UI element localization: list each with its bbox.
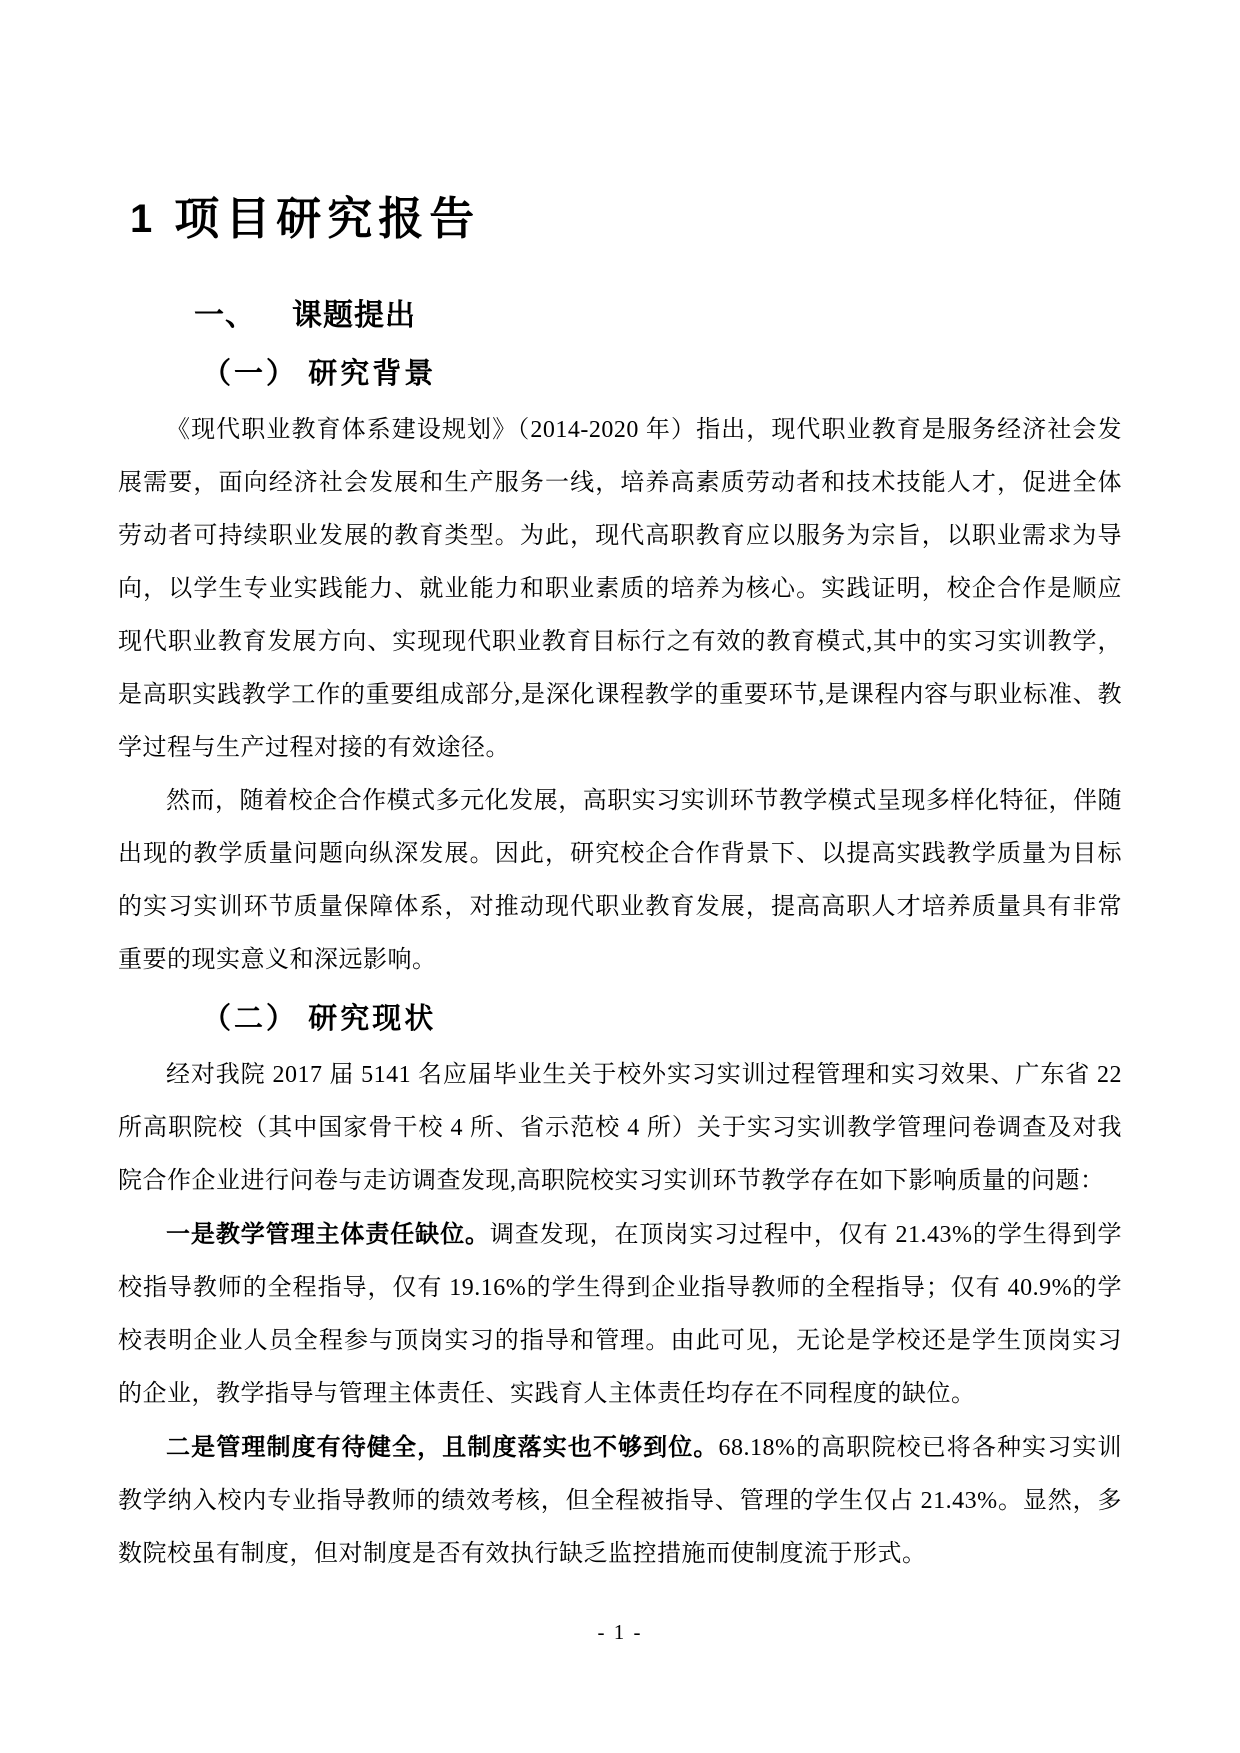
paragraph-background-2: 然而，随着校企合作模式多元化发展，高职实习实训环节教学模式呈现多样化特征，伴随出现的教学质量问题向纵深发展。因此，研究校企合作背景下、以提高实践教学质量为目标的实习实训环节质量保障体系，对推动现代职业教育发展，提高高职人才培养质量具有非常重要的现实意义和深远影响。: [118, 788, 1122, 973]
paragraph-problem-2-body: 68.18%的高职院校已将各种实习实训教学纳入校内专业指导教师的绩效考核，但全程被指导、管理的学生仅占 21.43%。显然，多数院校虽有制度，但对制度是否有效执行缺乏监控措施而使制度流于形式。: [118, 1435, 1122, 1567]
paragraph-problem-2-lead: 二是管理制度有待健全，且制度落实也不够到位。: [166, 1434, 719, 1461]
paragraph-problem-2: [118, 1421, 1122, 1581]
subsection-heading-research-status: （二） 研究现状: [202, 1003, 437, 1035]
section-heading: [194, 296, 1122, 336]
paragraph-problem-1-lead: 一是教学管理主体责任缺位。: [166, 1221, 490, 1248]
paragraph-status-intro: 经对我院 2017 届 5141 名应届毕业生关于校外实习实训过程管理和实习效果、广东省 22 所高职院校（其中国家骨干校 4 所、省示范校 4 所）关于实习实训教学管理问卷调查及对我院合作企业进行问卷与走访调查发现,高职院校实习实训环节教学存在如下影响质量的问题：: [118, 1062, 1122, 1194]
paragraph-problem-1: [118, 1208, 1122, 1421]
paragraph-background-1: 《现代职业教育体系建设规划》（2014-2020 年）指出，现代职业教育是服务经济社会发展需要，面向经济社会发展和生产服务一线，培养高素质劳动者和技术技能人才，促进全体劳动者可持续职业发展的教育类型。为此，现代高职教育应以服务为宗旨，以职业需求为导向，以学生专业实践能力、就业能力和职业素质的培养为核心。实践证明，校企合作是顺应现代职业教育发展方向、实现现代职业教育目标行之有效的教育模式,其中的实习实训教学，是高职实践教学工作的重要组成部分,是深化课程教学的重要环节,是课程内容与职业标准、教学过程与生产过程对接的有效途径。: [118, 417, 1122, 761]
chapter-title: [118, 0, 1122, 252]
subsection-heading-research-background: （一） 研究背景: [202, 358, 437, 390]
paragraph-problem-1-body: 调查发现，在顶岗实习过程中，仅有 21.43%的学生得到学校指导教师的全程指导，仅有 19.16%的学生得到企业指导教师的全程指导；仅有 40.9%的学校表明企业人员全程参与顶岗实习的指导和管理。由此可见，无论是学校还是学生顶岗实习的企业，教学指导与管理主体责任、实践育人主体责任均存在不同程度的缺位。: [118, 1222, 1122, 1407]
chapter-number: 1: [130, 197, 153, 241]
section-marker: 一、: [194, 299, 256, 332]
page-number: - 1 -: [597, 1620, 643, 1644]
chapter-title-text: 项目研究报告: [174, 194, 481, 244]
section-label: 课题提出: [292, 299, 416, 332]
